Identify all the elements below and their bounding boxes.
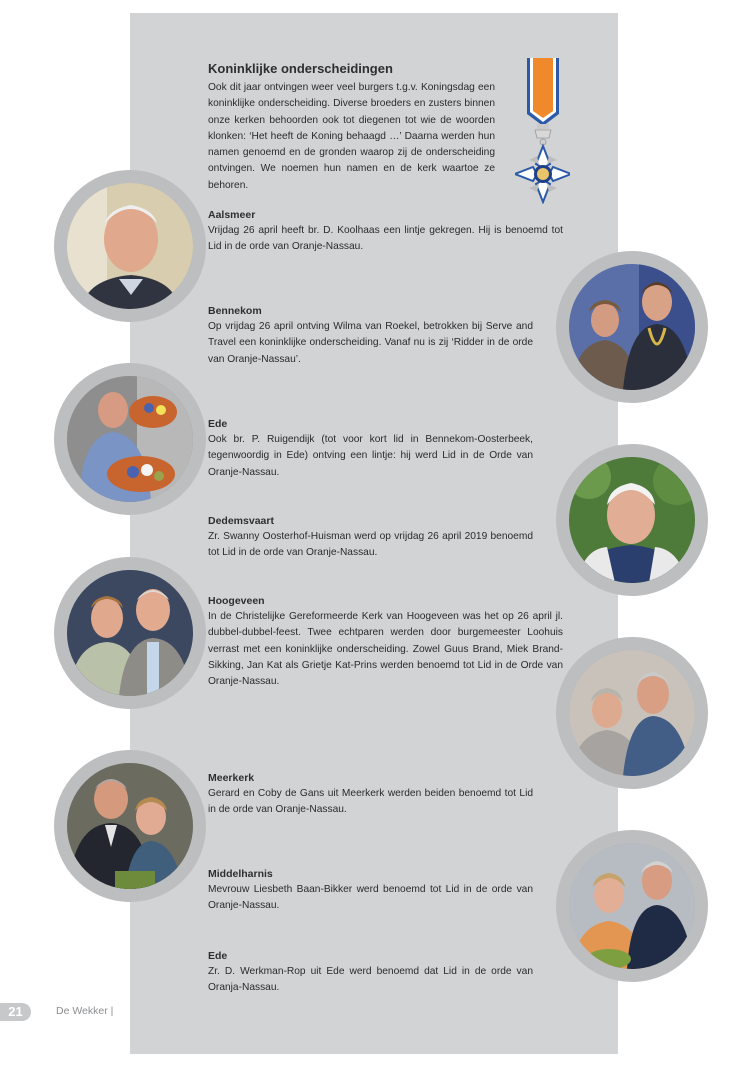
section-hoogeveen xyxy=(208,594,563,690)
section-heading: Hoogeveen xyxy=(208,595,265,607)
photo-aalsmeer xyxy=(54,170,206,322)
section-text: In de Christelijke Gereformeerde Kerk van Hoogeveen was het op 26 april jl. dubbel-dubbel-feest. Twee echtparen werden door burgemeester Loohuis verrast met een koninklijke onderscheiding. Zowel Guus Brand, Miek Brand-Sikking, Jan Kat als Grietje Kat-Prins werden benoemd tot Lid in de Orde van Oranje-Nassau. xyxy=(208,611,563,688)
section-text: Zr. D. Werkman-Rop uit Ede werd benoemd dat Lid in de orde van Oranja-Nassau. xyxy=(208,966,533,994)
section-heading: Ede xyxy=(208,418,228,430)
section-heading: Ede xyxy=(208,950,228,962)
section-meerkerk xyxy=(208,771,533,819)
photo-middelharnis xyxy=(556,830,708,982)
photo-hoogeveen-2 xyxy=(556,637,708,789)
section-text: Op vrijdag 26 april ontving Wilma van Roekel, betrokken bij Serve and Travel een koninklijke onderscheiding. Vanaf nu is zij ‘Ridder in de orde van Oranje-Nassau’. xyxy=(208,321,533,365)
section-text: Mevrouw Liesbeth Baan-Bikker werd benoemd tot Lid in de orde van Oranje-Nassau. xyxy=(208,884,533,912)
photo-dedemsvaart xyxy=(556,444,708,596)
section-dedemsvaart xyxy=(208,514,533,562)
photo-meerkerk xyxy=(54,750,206,902)
publication-name: De Wekker | xyxy=(56,1005,114,1017)
section-ede-1 xyxy=(208,417,533,481)
section-heading: Dedemsvaart xyxy=(208,515,274,527)
section-aalsmeer xyxy=(208,208,563,256)
photo-bennekom xyxy=(556,251,708,403)
section-text: Ook br. P. Ruigendijk (tot voor kort lid in Bennekom-Oosterbeek, tegenwoordig in Ede) ontving een lintje: hij werd Lid in de Orde van Oranje-Nassau. xyxy=(208,434,533,478)
photo-ede-1 xyxy=(54,363,206,515)
section-heading: Bennekom xyxy=(208,305,262,317)
section-heading: Aalsmeer xyxy=(208,209,256,221)
medal-icon xyxy=(515,56,570,204)
section-middelharnis xyxy=(208,867,533,915)
page-number: 21 xyxy=(0,1003,31,1021)
photo-hoogeveen xyxy=(54,557,206,709)
section-ede-2 xyxy=(208,949,533,997)
section-text: Zr. Swanny Oosterhof-Huisman werd op vrijdag 26 april 2019 benoemd tot Lid in de orde van Oranje-Nassau. xyxy=(208,531,533,559)
section-text: Vrijdag 26 april heeft br. D. Koolhaas een lintje gekregen. Hij is benoemd tot Lid in de orde van Oranje-Nassau. xyxy=(208,225,563,253)
article-title: Koninklijke onderscheidingen xyxy=(208,61,393,76)
section-heading: Middelharnis xyxy=(208,868,273,880)
section-text: Gerard en Coby de Gans uit Meerkerk werden beiden benoemd tot Lid in de orde van Oranje-Nassau. xyxy=(208,788,533,816)
article-intro: Ook dit jaar ontvingen weer veel burgers t.g.v. Koningsdag een koninklijke onderscheiding. Diverse broeders en zusters binnen onze kerken behoorden ook tot diegenen tot wie de woorden klonken: ‘Het heeft de Koning behaagd …’ Daarna werden hun namen genoemd en de gronden waarop zij de onderscheiding ontvingen. We noemen hun namen en de kerk waartoe ze behoren. xyxy=(208,82,495,191)
section-bennekom xyxy=(208,304,533,368)
section-heading: Meerkerk xyxy=(208,772,255,784)
